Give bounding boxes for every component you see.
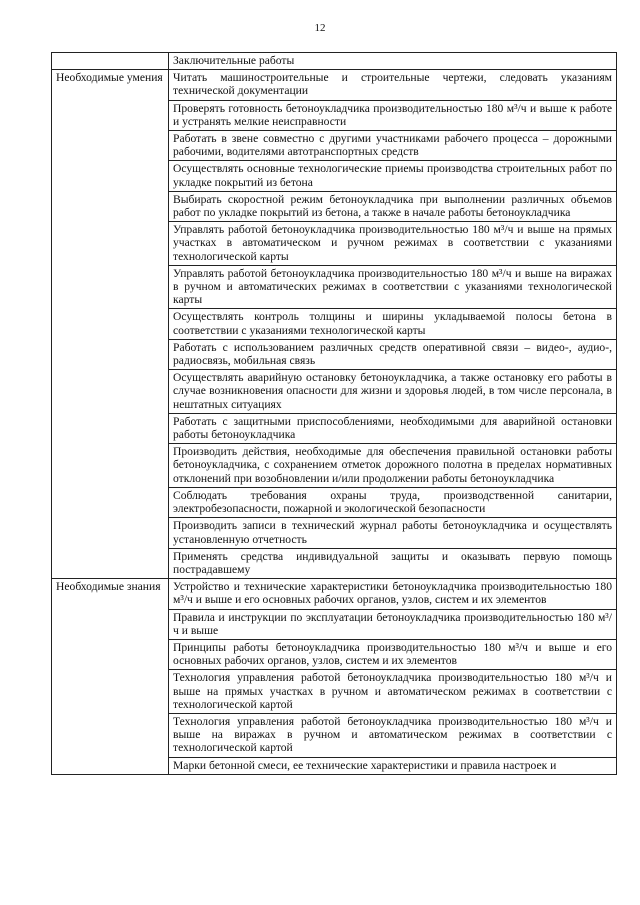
table-row: [52, 70, 617, 100]
page-number: 12: [314, 22, 326, 34]
table-row: [52, 579, 617, 609]
skills-item: Соблюдать требования охраны труда, производственной санитарии, электробезопасности, пожарной и экологической безопасности: [169, 487, 617, 517]
empty-label-cell: [52, 53, 169, 70]
skills-label: Необходимые умения: [52, 70, 169, 579]
table-row: [52, 53, 617, 70]
skills-item: Осуществлять аварийную остановку бетоноукладчика, а также остановку его работы в случае возникновения опасности для жизни и здоровья людей, в том числе персонала, в нештатных ситуациях: [169, 370, 617, 414]
skills-item: Работать с защитными приспособлениями, необходимыми для аварийной остановки работы бетоноукладчика: [169, 413, 617, 443]
knowledge-item: Марки бетонной смеси, ее технические характеристики и правила настроек и: [169, 757, 617, 774]
skills-item: Управлять работой бетоноукладчика производительностью 180 м³/ч и выше на прямых участках в автоматическом и ручном режимах в соответствии с указаниями технологической карты: [169, 222, 617, 266]
skills-item: Выбирать скоростной режим бетоноукладчика при выполнении различных объемов работ по укладке покрытий из бетона, а также в начале работы бетоноукладчика: [169, 191, 617, 221]
skills-item: Производить записи в технический журнал работы бетоноукладчика и осуществлять установленную отчетность: [169, 518, 617, 548]
skills-item: Применять средства индивидуальной защиты и оказывать первую помощь пострадавшему: [169, 548, 617, 578]
skills-item: Работать с использованием различных средств оперативной связи – видео-, аудио-, радиосвязь, мобильная связь: [169, 339, 617, 369]
skills-item: Читать машиностроительные и строительные чертежи, следовать указаниям технической документации: [169, 70, 617, 100]
final-works-cell: Заключительные работы: [169, 53, 617, 70]
knowledge-item: Технология управления работой бетоноукладчика производительностью 180 м³/ч и выше на виражах в ручном и автоматическом режимах в соответствии с технологической картой: [169, 713, 617, 757]
knowledge-item: Технология управления работой бетоноукладчика производительностью 180 м³/ч и выше на прямых участках в ручном и автоматическом режимах в соответствии с технологической картой: [169, 670, 617, 714]
requirements-table: [51, 52, 617, 775]
skills-item: Работать в звене совместно с другими участниками рабочего процесса – дорожными рабочими, водителями автотранспортных средств: [169, 131, 617, 161]
skills-item: Осуществлять основные технологические приемы производства строительных работ по укладке покрытий из бетона: [169, 161, 617, 191]
requirements-table-body: [52, 53, 617, 775]
knowledge-item: Устройство и технические характеристики бетоноукладчика производительностью 180 м³/ч и выше и его основных рабочих органов, узлов, систем и их элементов: [169, 579, 617, 609]
skills-item: Управлять работой бетоноукладчика производительностью 180 м³/ч и выше на виражах в ручном и автоматических режимах в соответствии с указаниями технологической карты: [169, 265, 617, 309]
skills-item: Проверять готовность бетоноукладчика производительностью 180 м³/ч и выше к работе и устранять мелкие неисправности: [169, 100, 617, 130]
knowledge-label: Необходимые знания: [52, 579, 169, 775]
skills-item: Производить действия, необходимые для обеспечения правильной остановки работы бетоноукладчика, с сохранением отметок дорожного полотна в пределах нормативных отклонений при возобновлении и/или продолжении работы бетоноукладчика: [169, 444, 617, 488]
knowledge-item: Правила и инструкции по эксплуатации бетоноукладчика производительностью 180 м³/ч и выше: [169, 609, 617, 639]
knowledge-item: Принципы работы бетоноукладчика производительностью 180 м³/ч и выше и его основных рабочих органов, узлов, систем и их элементов: [169, 639, 617, 669]
skills-item: Осуществлять контроль толщины и ширины укладываемой полосы бетона в соответствии с указаниями технологической карты: [169, 309, 617, 339]
